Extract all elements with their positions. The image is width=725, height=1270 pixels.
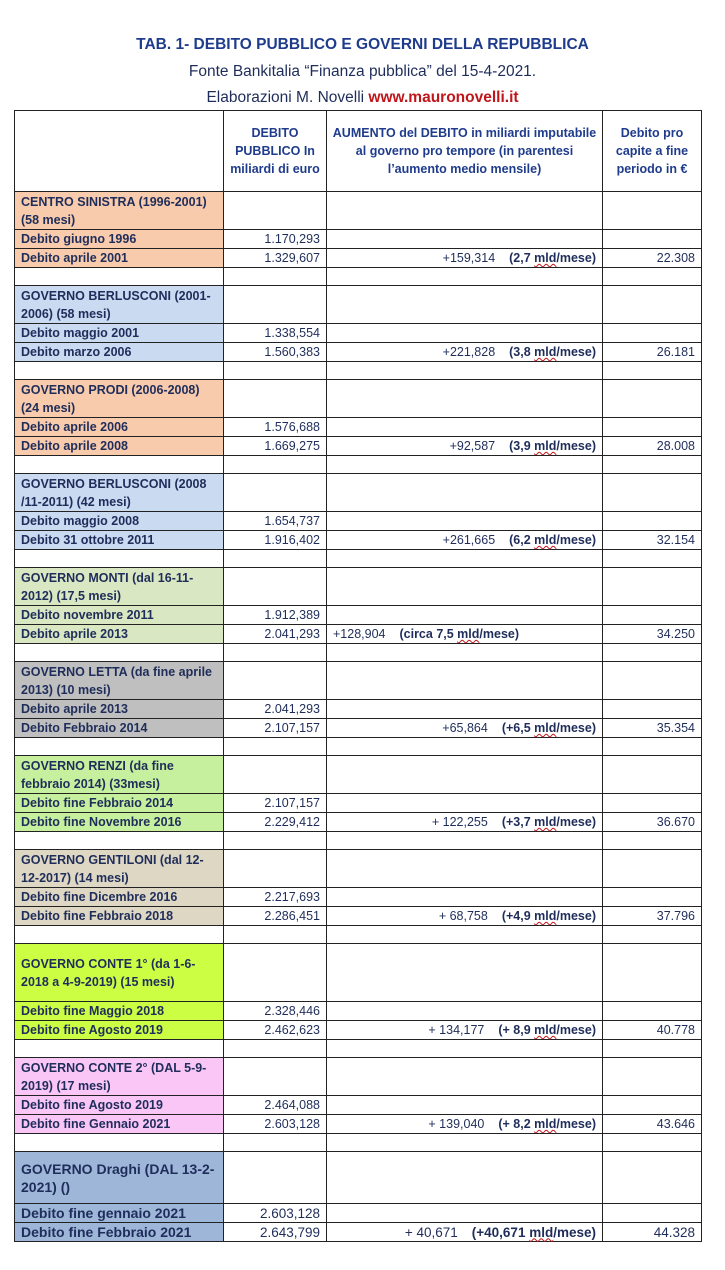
monthly-prefix: (3,9 bbox=[509, 439, 535, 453]
empty-cell bbox=[603, 474, 702, 512]
debt-end-value: 1.669,275 bbox=[224, 437, 327, 456]
header-increase: AUMENTO del DEBITO in miliardi imputabile al governo pro tempore (in parentesi l’aumento medio mensile) bbox=[327, 111, 603, 192]
monthly-increase bbox=[502, 815, 596, 829]
empty-cell bbox=[224, 644, 327, 662]
government-title-row bbox=[15, 192, 702, 230]
monthly-increase bbox=[509, 533, 596, 547]
debt-increase: +221,828 bbox=[442, 345, 496, 359]
empty-cell bbox=[603, 456, 702, 474]
spacer-row bbox=[15, 926, 702, 944]
header-debt: DEBITO PUBBLICO In miliardi di euro bbox=[224, 111, 327, 192]
debt-end-value: 2.603,128 bbox=[224, 1115, 327, 1134]
empty-cell bbox=[327, 192, 603, 230]
empty-cell bbox=[327, 1204, 603, 1223]
empty-cell bbox=[603, 362, 702, 380]
monthly-suffix: /mese) bbox=[556, 1023, 596, 1037]
debt-start-row bbox=[15, 1204, 702, 1223]
monthly-prefix: (circa 7,5 bbox=[399, 627, 458, 641]
empty-cell bbox=[603, 1002, 702, 1021]
per-capita-value: 44.328 bbox=[603, 1223, 702, 1242]
empty-cell bbox=[327, 644, 603, 662]
empty-cell bbox=[327, 888, 603, 907]
spacer-row bbox=[15, 738, 702, 756]
government-title: CENTRO SINISTRA (1996-2001) (58 mesi) bbox=[15, 192, 224, 230]
empty-cell bbox=[224, 286, 327, 324]
monthly-prefix: (+4,9 bbox=[501, 909, 535, 923]
monthly-prefix: (+40,671 bbox=[471, 1224, 530, 1240]
debt-start-value: 2.041,293 bbox=[224, 700, 327, 719]
debt-start-value: 1.912,389 bbox=[224, 606, 327, 625]
debt-start-label: Debito aprile 2006 bbox=[15, 418, 224, 437]
empty-cell bbox=[603, 1096, 702, 1115]
debt-start-value: 2.217,693 bbox=[224, 888, 327, 907]
empty-cell bbox=[327, 268, 603, 286]
per-capita-value: 36.670 bbox=[603, 813, 702, 832]
per-capita-value: 34.250 bbox=[603, 625, 702, 644]
monthly-prefix: (6,2 bbox=[509, 533, 535, 547]
empty-cell bbox=[224, 268, 327, 286]
debt-start-label: Debito aprile 2013 bbox=[15, 700, 224, 719]
empty-cell bbox=[15, 1040, 224, 1058]
monthly-suffix: /mese) bbox=[553, 1224, 596, 1240]
empty-cell bbox=[327, 700, 603, 719]
empty-cell bbox=[224, 380, 327, 418]
debt-increase-cell bbox=[327, 1223, 603, 1242]
spacer-row bbox=[15, 456, 702, 474]
empty-cell bbox=[15, 362, 224, 380]
debt-start-label: Debito maggio 2008 bbox=[15, 512, 224, 531]
empty-cell bbox=[603, 380, 702, 418]
debt-start-row bbox=[15, 1096, 702, 1115]
monthly-unit: mld bbox=[534, 533, 557, 547]
empty-cell bbox=[603, 644, 702, 662]
debt-increase-cell bbox=[327, 719, 603, 738]
debt-increase: +261,665 bbox=[442, 533, 496, 547]
empty-cell bbox=[15, 456, 224, 474]
debt-start-value: 1.576,688 bbox=[224, 418, 327, 437]
debt-end-value: 2.041,293 bbox=[224, 625, 327, 644]
monthly-suffix: /mese) bbox=[556, 909, 596, 923]
debt-increase: +92,587 bbox=[449, 439, 496, 453]
empty-cell bbox=[327, 456, 603, 474]
spacer-row bbox=[15, 644, 702, 662]
empty-cell bbox=[15, 268, 224, 286]
empty-cell bbox=[224, 738, 327, 756]
empty-cell bbox=[603, 926, 702, 944]
monthly-unit: mld bbox=[534, 721, 557, 735]
debt-start-row bbox=[15, 606, 702, 625]
debt-increase-cell bbox=[327, 907, 603, 926]
per-capita-value: 32.154 bbox=[603, 531, 702, 550]
debt-increase-cell bbox=[327, 1115, 603, 1134]
empty-cell bbox=[224, 474, 327, 512]
empty-cell bbox=[327, 550, 603, 568]
debt-end-label: Debito fine Gennaio 2021 bbox=[15, 1115, 224, 1134]
per-capita-value: 40.778 bbox=[603, 1021, 702, 1040]
empty-cell bbox=[603, 1204, 702, 1223]
debt-start-value: 2.464,088 bbox=[224, 1096, 327, 1115]
table-body bbox=[15, 192, 702, 1242]
monthly-increase bbox=[498, 1117, 596, 1131]
table-title: TAB. 1- DEBITO PUBBLICO E GOVERNI DELLA REPUBBLICA bbox=[136, 36, 589, 53]
monthly-unit: mld bbox=[457, 627, 480, 641]
government-title: GOVERNO CONTE 1° (da 1-6-2018 a 4-9-2019) (15 mesi) bbox=[15, 944, 224, 1002]
monthly-increase bbox=[509, 345, 596, 359]
debt-increase: + 134,177 bbox=[428, 1023, 485, 1037]
credit-prefix: Elaborazioni M. Novelli bbox=[206, 89, 365, 106]
monthly-suffix: /mese) bbox=[556, 439, 596, 453]
credit-url-link[interactable]: www.mauronovelli.it bbox=[368, 89, 519, 106]
debt-increase: + 40,671 bbox=[404, 1224, 458, 1240]
government-title-row bbox=[15, 474, 702, 512]
debt-end-row bbox=[15, 249, 702, 268]
spacer-row bbox=[15, 550, 702, 568]
debt-end-row bbox=[15, 437, 702, 456]
empty-cell bbox=[224, 362, 327, 380]
monthly-unit: mld bbox=[534, 1117, 557, 1131]
debt-start-value: 1.654,737 bbox=[224, 512, 327, 531]
empty-cell bbox=[224, 1134, 327, 1152]
debt-increase: +65,864 bbox=[442, 721, 488, 735]
debt-end-row bbox=[15, 1223, 702, 1242]
empty-cell bbox=[327, 794, 603, 813]
monthly-increase bbox=[509, 439, 596, 453]
debt-start-value: 1.338,554 bbox=[224, 324, 327, 343]
empty-cell bbox=[603, 1058, 702, 1096]
monthly-increase bbox=[502, 909, 596, 923]
government-title: GOVERNO CONTE 2° (DAL 5-9-2019) (17 mesi) bbox=[15, 1058, 224, 1096]
source-line: Fonte Bankitalia “Finanza pubblica” del 15-4-2021. bbox=[188, 63, 537, 80]
debt-start-row bbox=[15, 230, 702, 249]
empty-cell bbox=[327, 324, 603, 343]
empty-cell bbox=[224, 662, 327, 700]
empty-cell bbox=[327, 926, 603, 944]
monthly-unit: mld bbox=[534, 1023, 557, 1037]
empty-cell bbox=[224, 1040, 327, 1058]
debt-start-row bbox=[15, 1002, 702, 1021]
monthly-suffix: /mese) bbox=[556, 815, 596, 829]
empty-cell bbox=[327, 944, 603, 1002]
empty-cell bbox=[603, 568, 702, 606]
per-capita-value: 28.008 bbox=[603, 437, 702, 456]
empty-cell bbox=[327, 1058, 603, 1096]
debt-increase: + 139,040 bbox=[428, 1117, 485, 1131]
debt-increase-cell bbox=[327, 343, 603, 362]
empty-cell bbox=[15, 1134, 224, 1152]
debt-start-row bbox=[15, 418, 702, 437]
debt-increase: + 68,758 bbox=[438, 909, 488, 923]
debt-start-row bbox=[15, 794, 702, 813]
header-per-capita: Debito pro capite a fine periodo in € bbox=[603, 111, 702, 192]
empty-cell bbox=[224, 756, 327, 794]
debt-start-row bbox=[15, 700, 702, 719]
debt-start-label: Debito fine Maggio 2018 bbox=[15, 1002, 224, 1021]
debt-end-row bbox=[15, 531, 702, 550]
table-header-row bbox=[15, 111, 702, 192]
debt-end-value: 1.329,607 bbox=[224, 249, 327, 268]
monthly-increase bbox=[399, 627, 519, 641]
empty-cell bbox=[603, 794, 702, 813]
debt-end-label: Debito aprile 2013 bbox=[15, 625, 224, 644]
per-capita-value: 22.308 bbox=[603, 249, 702, 268]
monthly-unit: mld bbox=[534, 909, 557, 923]
empty-cell bbox=[603, 1040, 702, 1058]
debt-start-row bbox=[15, 888, 702, 907]
debt-start-value: 2.107,157 bbox=[224, 794, 327, 813]
debt-start-label: Debito fine Febbraio 2014 bbox=[15, 794, 224, 813]
empty-cell bbox=[603, 662, 702, 700]
empty-cell bbox=[603, 738, 702, 756]
empty-cell bbox=[603, 756, 702, 794]
empty-cell bbox=[224, 456, 327, 474]
monthly-unit: mld bbox=[534, 439, 557, 453]
empty-cell bbox=[15, 644, 224, 662]
debt-end-label: Debito marzo 2006 bbox=[15, 343, 224, 362]
government-title-row bbox=[15, 380, 702, 418]
empty-cell bbox=[327, 606, 603, 625]
empty-cell bbox=[603, 192, 702, 230]
debt-start-value: 2.603,128 bbox=[224, 1204, 327, 1223]
empty-cell bbox=[327, 230, 603, 249]
empty-cell bbox=[603, 286, 702, 324]
empty-cell bbox=[327, 1040, 603, 1058]
debt-end-value: 2.462,623 bbox=[224, 1021, 327, 1040]
government-title-row bbox=[15, 286, 702, 324]
empty-cell bbox=[603, 418, 702, 437]
debt-end-row bbox=[15, 719, 702, 738]
monthly-unit: mld bbox=[534, 251, 557, 265]
empty-cell bbox=[327, 568, 603, 606]
debt-end-label: Debito aprile 2001 bbox=[15, 249, 224, 268]
empty-cell bbox=[603, 832, 702, 850]
monthly-increase bbox=[509, 251, 596, 265]
monthly-suffix: /mese) bbox=[479, 627, 520, 641]
debt-end-value: 2.107,157 bbox=[224, 719, 327, 738]
spacer-row bbox=[15, 1040, 702, 1058]
debt-start-label: Debito fine gennaio 2021 bbox=[15, 1204, 224, 1223]
credit-line bbox=[0, 89, 725, 107]
debt-end-label: Debito fine Febbraio 2021 bbox=[15, 1223, 224, 1242]
government-title: GOVERNO Draghi (DAL 13-2-2021) () bbox=[15, 1152, 224, 1204]
debt-increase-cell bbox=[327, 813, 603, 832]
debt-increase: +159,314 bbox=[442, 251, 496, 265]
empty-cell bbox=[603, 944, 702, 1002]
debt-end-row bbox=[15, 625, 702, 644]
government-title-row bbox=[15, 944, 702, 1002]
monthly-suffix: /mese) bbox=[556, 345, 596, 359]
monthly-prefix: (+3,7 bbox=[501, 815, 535, 829]
empty-cell bbox=[327, 756, 603, 794]
debt-end-label: Debito fine Febbraio 2018 bbox=[15, 907, 224, 926]
empty-cell bbox=[327, 850, 603, 888]
spacer-row bbox=[15, 268, 702, 286]
debt-increase: + 122,255 bbox=[431, 815, 488, 829]
monthly-unit: mld bbox=[529, 1224, 554, 1240]
empty-cell bbox=[327, 662, 603, 700]
header-empty-cell bbox=[15, 111, 224, 192]
debt-start-label: Debito fine Agosto 2019 bbox=[15, 1096, 224, 1115]
debt-start-value: 1.170,293 bbox=[224, 230, 327, 249]
government-title: GOVERNO GENTILONI (dal 12-12-2017) (14 mesi) bbox=[15, 850, 224, 888]
debt-increase: +128,904 bbox=[333, 627, 386, 641]
debt-start-label: Debito fine Dicembre 2016 bbox=[15, 888, 224, 907]
empty-cell bbox=[327, 512, 603, 531]
empty-cell bbox=[327, 380, 603, 418]
monthly-increase bbox=[502, 721, 596, 735]
debt-start-label: Debito novembre 2011 bbox=[15, 606, 224, 625]
debt-end-row bbox=[15, 1115, 702, 1134]
debt-start-label: Debito giugno 1996 bbox=[15, 230, 224, 249]
empty-cell bbox=[327, 1152, 603, 1204]
empty-cell bbox=[327, 1134, 603, 1152]
empty-cell bbox=[603, 230, 702, 249]
empty-cell bbox=[603, 512, 702, 531]
monthly-increase bbox=[472, 1225, 596, 1240]
empty-cell bbox=[603, 1152, 702, 1204]
empty-cell bbox=[224, 926, 327, 944]
monthly-suffix: /mese) bbox=[556, 533, 596, 547]
government-title-row bbox=[15, 662, 702, 700]
debt-end-value: 1.560,383 bbox=[224, 343, 327, 362]
debt-increase-cell bbox=[327, 437, 603, 456]
debt-start-row bbox=[15, 512, 702, 531]
debt-end-row bbox=[15, 343, 702, 362]
empty-cell bbox=[327, 418, 603, 437]
empty-cell bbox=[603, 606, 702, 625]
government-title: GOVERNO BERLUSCONI (2001-2006) (58 mesi) bbox=[15, 286, 224, 324]
empty-cell bbox=[15, 832, 224, 850]
empty-cell bbox=[15, 738, 224, 756]
monthly-unit: mld bbox=[534, 815, 557, 829]
government-title: GOVERNO MONTI (dal 16-11-2012) (17,5 mesi) bbox=[15, 568, 224, 606]
per-capita-value: 26.181 bbox=[603, 343, 702, 362]
government-title-row bbox=[15, 756, 702, 794]
spacer-row bbox=[15, 362, 702, 380]
empty-cell bbox=[603, 268, 702, 286]
spacer-row bbox=[15, 832, 702, 850]
empty-cell bbox=[224, 850, 327, 888]
monthly-prefix: (+ 8,9 bbox=[498, 1023, 535, 1037]
debt-start-row bbox=[15, 324, 702, 343]
empty-cell bbox=[15, 550, 224, 568]
debt-end-label: Debito Febbraio 2014 bbox=[15, 719, 224, 738]
per-capita-value: 37.796 bbox=[603, 907, 702, 926]
empty-cell bbox=[224, 832, 327, 850]
empty-cell bbox=[224, 1152, 327, 1204]
per-capita-value: 43.646 bbox=[603, 1115, 702, 1134]
monthly-suffix: /mese) bbox=[556, 1117, 596, 1131]
debt-increase-cell bbox=[327, 249, 603, 268]
monthly-prefix: (3,8 bbox=[509, 345, 535, 359]
debt-table bbox=[14, 110, 702, 1242]
empty-cell bbox=[327, 1096, 603, 1115]
empty-cell bbox=[224, 192, 327, 230]
debt-start-label: Debito maggio 2001 bbox=[15, 324, 224, 343]
empty-cell bbox=[603, 850, 702, 888]
empty-cell bbox=[327, 362, 603, 380]
empty-cell bbox=[603, 324, 702, 343]
empty-cell bbox=[603, 1134, 702, 1152]
debt-end-row bbox=[15, 1021, 702, 1040]
empty-cell bbox=[224, 568, 327, 606]
per-capita-value: 35.354 bbox=[603, 719, 702, 738]
government-title-row bbox=[15, 568, 702, 606]
monthly-suffix: /mese) bbox=[556, 721, 596, 735]
government-title: GOVERNO PRODI (2006-2008) (24 mesi) bbox=[15, 380, 224, 418]
debt-increase-cell bbox=[327, 1021, 603, 1040]
debt-increase-cell bbox=[327, 531, 603, 550]
monthly-increase bbox=[498, 1023, 596, 1037]
empty-cell bbox=[603, 700, 702, 719]
empty-cell bbox=[224, 1058, 327, 1096]
government-title-row bbox=[15, 1058, 702, 1096]
debt-end-label: Debito aprile 2008 bbox=[15, 437, 224, 456]
empty-cell bbox=[327, 474, 603, 512]
empty-cell bbox=[603, 888, 702, 907]
debt-end-value: 2.643,799 bbox=[224, 1223, 327, 1242]
government-title: GOVERNO RENZI (da fine febbraio 2014) (33mesi) bbox=[15, 756, 224, 794]
debt-end-value: 2.286,451 bbox=[224, 907, 327, 926]
debt-end-label: Debito fine Agosto 2019 bbox=[15, 1021, 224, 1040]
debt-increase-cell bbox=[327, 625, 603, 644]
empty-cell bbox=[327, 738, 603, 756]
debt-end-value: 2.229,412 bbox=[224, 813, 327, 832]
monthly-prefix: (+ 8,2 bbox=[498, 1117, 535, 1131]
monthly-unit: mld bbox=[534, 345, 557, 359]
empty-cell bbox=[15, 926, 224, 944]
empty-cell bbox=[327, 286, 603, 324]
government-title-row bbox=[15, 850, 702, 888]
empty-cell bbox=[327, 832, 603, 850]
empty-cell bbox=[327, 1002, 603, 1021]
debt-end-label: Debito 31 ottobre 2011 bbox=[15, 531, 224, 550]
debt-end-label: Debito fine Novembre 2016 bbox=[15, 813, 224, 832]
monthly-prefix: (2,7 bbox=[509, 251, 535, 265]
debt-end-value: 1.916,402 bbox=[224, 531, 327, 550]
monthly-suffix: /mese) bbox=[556, 251, 596, 265]
empty-cell bbox=[603, 550, 702, 568]
government-title: GOVERNO BERLUSCONI (2008 /11-2011) (42 mesi) bbox=[15, 474, 224, 512]
debt-start-value: 2.328,446 bbox=[224, 1002, 327, 1021]
debt-end-row bbox=[15, 907, 702, 926]
empty-cell bbox=[224, 550, 327, 568]
monthly-prefix: (+6,5 bbox=[501, 721, 535, 735]
debt-end-row bbox=[15, 813, 702, 832]
empty-cell bbox=[224, 944, 327, 1002]
spacer-row bbox=[15, 1134, 702, 1152]
government-title: GOVERNO LETTA (da fine aprile 2013) (10 mesi) bbox=[15, 662, 224, 700]
government-title-row bbox=[15, 1152, 702, 1204]
